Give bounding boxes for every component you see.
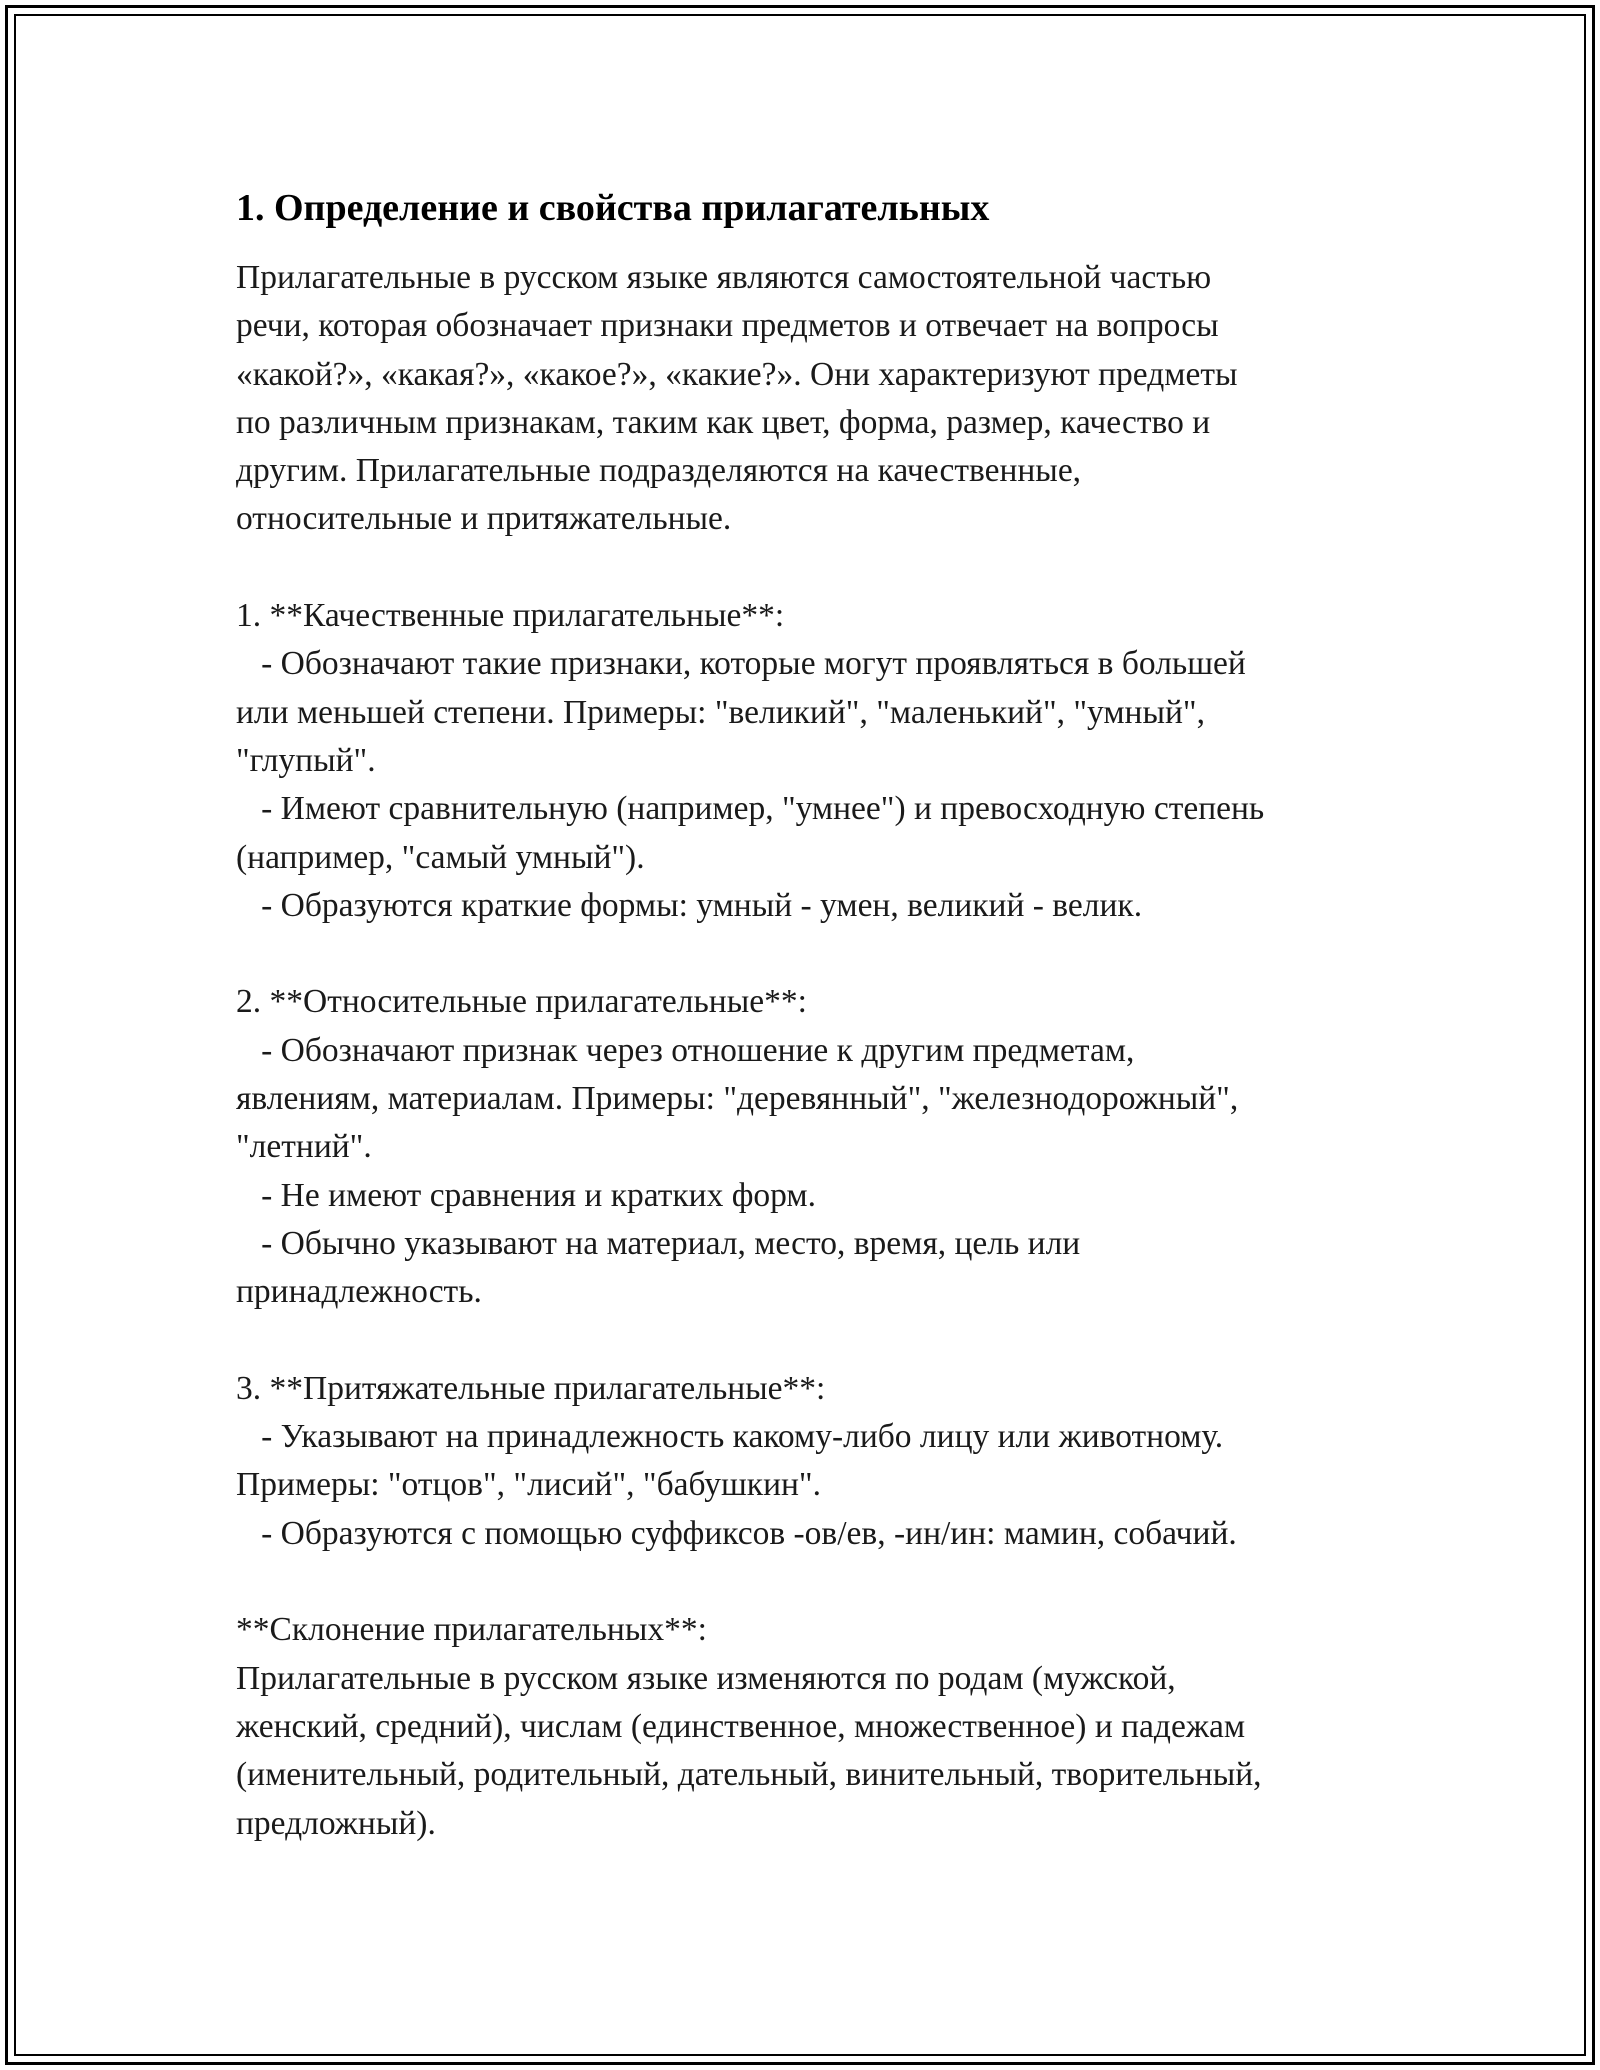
section-body: Прилагательные в русском языке изменяются по родам (мужской, женский, средний), числам (единственное, множественное) и падежам (именительный, родительный, дательный, винительный, творительный, предложный).	[236, 1659, 1262, 1842]
section-spacer	[236, 1558, 1386, 1606]
section-title: 3. **Притяжательные прилагательные**:	[236, 1369, 826, 1407]
document-heading: 1. Определение и свойства прилагательных	[236, 187, 990, 229]
section-qualitative	[236, 592, 1386, 930]
section-body: - Указывают на принадлежность какому-либо лицу или животному. Примеры: "отцов", "лисий", "бабушкин". - Образуются с помощью суффиксов -ов/ев, -ин/ин: мамин, собачий.	[236, 1418, 1237, 1552]
section-spacer	[236, 544, 1386, 592]
section-spacer	[236, 930, 1386, 978]
section-declension	[236, 1606, 1386, 1847]
intro-paragraph: Прилагательные в русском языке являются самостоятельной частью речи, которая обозначает признаки предметов и отвечает на вопросы «какой?», «какая?», «какое?», «какие?». Они характеризуют предметы по различным признакам, таким как цвет, форма, размер, качество и другим. Прилагательные подразделяются на качественные, относительные и притяжательные.	[236, 259, 1238, 538]
section-spacer	[236, 1317, 1386, 1365]
section-title: **Склонение прилагательных**:	[236, 1611, 707, 1649]
section-title: 1. **Качественные прилагательные**:	[236, 597, 785, 635]
section-title: 2. **Относительные прилагательные**:	[236, 983, 807, 1021]
section-possessive	[236, 1365, 1386, 1558]
section-body: - Обозначают признак через отношение к другим предметам, явлениям, материалам. Примеры: "деревянный", "железнодорожный", "летний". - Не имеют сравнения и кратких форм. - Обычно указывают на материал, место, время, цель или принадлежность.	[236, 1031, 1239, 1311]
section-relative	[236, 978, 1386, 1316]
section-body: - Обозначают такие признаки, которые могут проявляться в большей или меньшей степени. Примеры: "великий", "маленький", "умный", "глупый". - Имеют сравнительную (например, "умнее") и превосходную степень (например, "самый умный"). - Образуются краткие формы: умный - умен, великий - велик.	[236, 645, 1265, 924]
document-content	[236, 186, 1386, 1848]
